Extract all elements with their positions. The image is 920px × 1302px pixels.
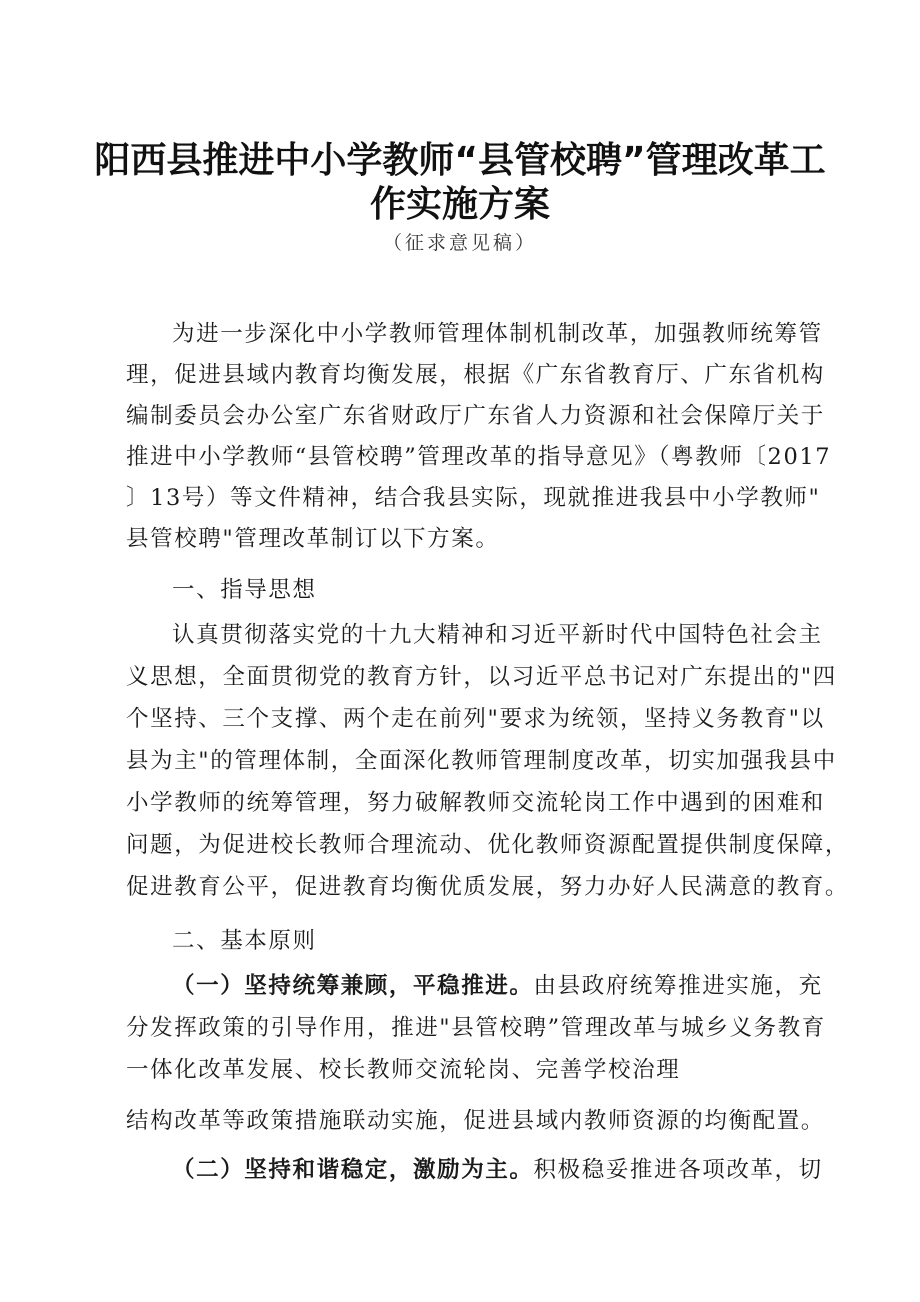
principle-2-line [172,1152,823,1184]
paragraph-line: 〕13号）等文件精神，结合我县实际，现就推进我县中小学教师" [126,485,821,511]
paragraph-line: 理，促进县域内教育均衡发展，根据《广东省教育厅、广东省机构 [126,362,825,388]
section-heading-guiding-thought: 一、指导思想 [172,577,317,603]
paragraph-line: 结构改革等政策措施联动实施，促进县域内教师资源的均衡配置。 [126,1108,825,1134]
principle-1-heading: （一）坚持统筹兼顾，平稳推进。 [172,973,534,999]
principle-2-heading: （二）坚持和谐稳定，激励为主。 [172,1157,534,1183]
section-heading-basic-principles: 二、基本原则 [172,928,317,954]
paragraph-line: 个坚持、三个支撑、两个走在前列"要求为统领，坚持义务教育"以 [126,706,825,732]
document-title-line-1: 阳西县推进中小学教师“县管校聘”管理改革工 [94,140,826,181]
document-subtitle: （征求意见稿） [382,232,537,254]
principle-1-text: 由县政府统筹推进实施，充 [533,973,823,999]
paragraph-line: 小学教师的统筹管理，努力破解教师交流轮岗工作中遇到的困难和 [126,790,825,816]
paragraph-line: 推进中小学教师“县管校聘”管理改革的指导意见》（粤教师〔2017 [126,444,832,470]
paragraph-line: 促进教育公平，促进教育均衡优质发展，努力办好人民满意的教育。 [126,874,850,900]
principle-1-line [172,968,823,1000]
paragraph-line: 认真贯彻落实党的十九大精神和习近平新时代中国特色社会主 [172,622,823,648]
principle-2-text: 积极稳妥推进各项改革，切 [533,1157,823,1183]
paragraph-line: 为进一步深化中小学教师管理体制机制改革，加强教师统筹管 [172,321,823,347]
paragraph-line: 编制委员会办公室广东省财政厅广东省人力资源和社会保障厅关于 [126,403,825,429]
paragraph-line: 县为主"的管理体制，全面深化教师管理制度改革，切实加强我县中 [126,748,837,774]
paragraph-line: 分发挥政策的引导作用，推进"县管校聘”管理改革与城乡义务教育 [126,1015,826,1041]
paragraph-line: 一体化改革发展、校长教师交流轮岗、完善学校治理 [126,1057,681,1083]
paragraph-line: 义思想，全面贯彻党的教育方针，以习近平总书记对广东提出的"四 [126,664,837,690]
paragraph-line: 问题，为促进校长教师合理流动、优化教师资源配置提供制度保障， [126,832,850,858]
paragraph-line: 县管校聘"管理改革制订以下方案。 [126,526,500,552]
document-title-line-2: 作实施方案 [369,184,550,225]
